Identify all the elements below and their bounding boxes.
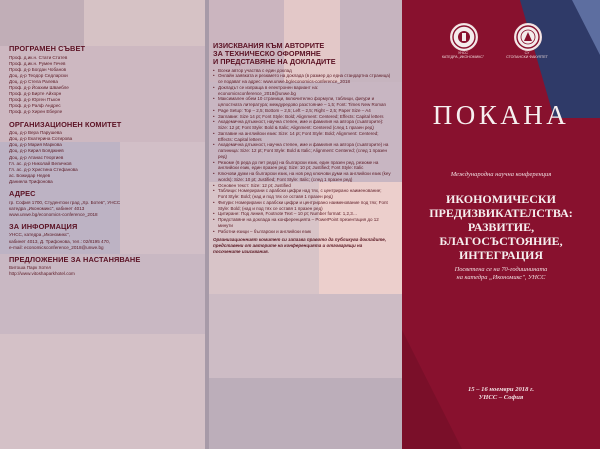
su-logo-caption: СУ СТОПАНСКИ ФАКУЛТЕТ xyxy=(506,51,548,60)
conference-title-line: БЛАГОСЪСТОЯНИЕ, xyxy=(439,234,563,248)
conference-title-line: ПРЕДИЗВИКАТЕЛСТВА: xyxy=(429,206,573,220)
list-item: Проф. д.ик.н. Румен Гечев xyxy=(9,60,66,66)
requirements-heading-line: ЗА ТЕХНИЧЕСКО ОФОРМЯНЕ xyxy=(213,49,321,59)
requirements-heading-line: ИЗИСКВАНИЯ КЪМ АВТОРИТЕ xyxy=(213,41,325,50)
org-committee-heading: ОРГАНИЗАЦИОНЕН КОМИТЕТ xyxy=(9,119,122,129)
list-item: • Цитиране: Под линия, Footnote Text – 10 pt; Number format: 1,2,3… xyxy=(213,211,391,217)
program-council-heading: ПРОГРАМЕН СЪВЕТ xyxy=(9,44,86,53)
dedication-line: Посветена се на 70-годишнината xyxy=(454,266,548,273)
hotel-name: Витоша Парк Хотел xyxy=(9,265,52,271)
list-item: Доц. д-р Екатерина Сотирова xyxy=(9,136,73,142)
conference-title-line: ИНТЕГРАЦИЯ xyxy=(458,248,544,262)
list-item: Доц. д-р Атанас Георгиев xyxy=(9,154,64,160)
conference-link[interactable]: www.unwe.bg/economics-conference_2018 xyxy=(9,211,98,217)
list-item: Проф. д-р Богдан Чобанов xyxy=(9,66,67,72)
list-item: • Page Setup: Top – 2,5; Bottom – 2,5; Left – 2,5; Right – 2,5; Paper Size – A4 xyxy=(213,108,391,114)
requirements-column xyxy=(213,42,391,255)
unwe-seal-icon xyxy=(451,24,477,50)
bg-block xyxy=(209,294,402,378)
unwe-logo xyxy=(450,23,478,51)
list-item: • Всеки автор участва с един доклад xyxy=(213,68,391,74)
invitation-panel xyxy=(402,0,600,449)
list-item: Доц. д-р Вера Парушева xyxy=(9,130,62,136)
hotel-link[interactable]: http://www.vitoshaparkhotel.com xyxy=(9,271,75,277)
publication-note: Организационният комитет си запазва правото да публикува докладите, представени от авторите на конференцията и отговарящи на посочените изисквания. xyxy=(213,237,387,254)
bg-block xyxy=(0,334,205,449)
list-item: Проф. д-р Ралф Андрес xyxy=(9,103,61,109)
left-column xyxy=(9,45,201,278)
list-item: • Основен текст: Size: 12 pt; Justified xyxy=(213,183,391,189)
address-line: гр. София 1700, Студентски град „Хр. Ботев", УНСС xyxy=(9,199,121,205)
email-link[interactable]: e-mail: economicsconference_2018@unwe.bg xyxy=(9,244,104,250)
dedication-line: на катедра „Икономикс", УНСС xyxy=(456,274,546,281)
list-item: Доц. д-р Мария Маркова xyxy=(9,142,62,148)
su-logo xyxy=(514,23,542,51)
unwe-logo-caption: УНСС КАТЕДРА „ИКОНОМИКС" xyxy=(441,51,485,60)
list-item: • Работни езици – български и английски език xyxy=(213,229,391,235)
bg-block xyxy=(84,0,205,46)
list-item: • Резюме (6 реда до пет реда) на български език, един празен ред, резюме на английски език, един празен ред: Size: 10 pt; Justified; Font Style: Italic xyxy=(213,160,391,172)
list-item: ас. Божидар Недев xyxy=(9,172,51,178)
su-seal-icon xyxy=(515,24,541,50)
list-item: Проф. д-р Юрген Пъкон xyxy=(9,97,61,103)
accommodation-heading: ПРЕДЛОЖЕНИЕ ЗА НАСТАНЯВАНЕ xyxy=(9,254,141,264)
bg-block xyxy=(209,378,402,449)
list-item: Проф. д-р Йоахим Шваебле xyxy=(9,85,69,91)
venue-line: УНСС – София xyxy=(478,394,524,401)
program-council-list xyxy=(9,55,201,116)
address-heading: АДРЕС xyxy=(9,188,36,198)
list-item: • Фигури: Номерирани с арабски цифри и центрирано наименование под тях; Font Style: Bold; (над и под тях се оставя 1 празен ред) xyxy=(213,200,391,212)
info-line: кабинет 4013, Д. Трифонова, тел.: 02/8195 470, xyxy=(9,238,110,244)
list-item: Проф. д.ик.н. Стати Статев xyxy=(9,54,68,60)
invitation-title: ПОКАНА xyxy=(432,100,570,130)
list-item: Гл. ас. д-р Николай Величков xyxy=(9,160,72,166)
list-item: Доц. д-р Стела Ралева xyxy=(9,78,58,84)
list-item: • Таблици: Номерирани с арабски цифри над тях, с центрирано наименование; Font Style: Bold; (над и под тях се оставя 1 празен ред) xyxy=(213,188,391,200)
list-item: • Академична длъжност, научна степен, име и фамилия на автора (съавторите): Size: 12 pt; Font Style: Bold & Italic; Alignment: Centered (след 1 празен ред) xyxy=(213,119,391,131)
conference-dates xyxy=(402,386,600,402)
list-item: Даниела Трифонова xyxy=(9,178,53,184)
list-item: Доц. д-р Теодор Седларски xyxy=(9,72,68,78)
conference-type: Международна научна конференция xyxy=(450,171,552,178)
conference-title-line: ИКОНОМИЧЕСКИ xyxy=(446,192,556,206)
date-line: 15 – 16 ноември 2018 г. xyxy=(467,386,535,393)
list-item: • Ключови думи на български език, на нов ред ключови думи на английски език (key words): Size: 10 pt; Justified; Font Style: Italic; (след 1 празен ред) xyxy=(213,171,391,183)
list-item: • Академична длъжност, научна степен, име и фамилия на автора (съавторите) на латиница: Size: 12 pt; Font Style: Bold & Italic; Alignment: Centered; (след 1 празен ред) xyxy=(213,142,391,159)
list-item: • Докладът се изпраща в електронен вариант на: economicsconference_2018@unwe.bg xyxy=(213,85,391,97)
dedication xyxy=(402,266,600,282)
requirements-heading-line: И ПРЕДСТАВЯНЕ НА ДОКЛАДИТЕ xyxy=(213,57,336,67)
org-committee-list xyxy=(9,130,201,185)
conference-title xyxy=(402,192,600,262)
list-item: • Онлайн заявката и резюмето на доклада (в размер до една стандартна страница) се подават на адрес: www.unwe.bg/economics-conference_2018 xyxy=(213,73,391,85)
list-item: • Заглавие на английски език: Size: 14 pt; Font Style: Bold; Alignment: Centered; Effects: Capital letters xyxy=(213,131,391,143)
list-item: • Максимален обем 10 страници, включително формули, таблици, фигури и цялостната литература; междуредово разстояние – 1,5; Font: Times New Roman xyxy=(213,96,391,108)
list-item: Проф. д-р Бирте Айхорн xyxy=(9,91,62,97)
info-line: УНСС, катедра „Икономикс", xyxy=(9,232,71,238)
list-item: Доц. д-р Кирил Бояджиев xyxy=(9,148,64,154)
requirements-list xyxy=(213,68,391,235)
list-item: • Представяне на доклада на конференцията – PowerPoint презентация до 12 минути xyxy=(213,217,391,229)
conference-title-line: РАЗВИТИЕ, xyxy=(467,220,535,234)
list-item: Проф. д-р Хирен Еберле xyxy=(9,109,63,115)
address-line: катедра „Икономикс", кабинет 4013 xyxy=(9,205,85,211)
info-heading: ЗА ИНФОРМАЦИЯ xyxy=(9,221,78,231)
list-item: • Заглавие: Size 14 pt; Font Style: Bold; Alignment: Centered; Effects: Capital letters xyxy=(213,114,391,120)
bg-block xyxy=(0,0,84,46)
list-item: Гл. ас. д-р Христина Стефанова xyxy=(9,166,78,172)
